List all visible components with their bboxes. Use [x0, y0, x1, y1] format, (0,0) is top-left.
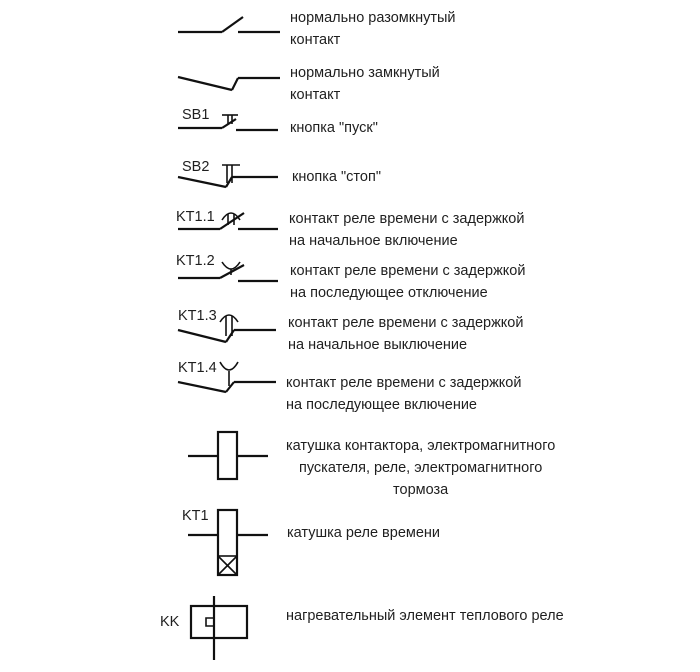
tag-kt1: KT1: [182, 508, 209, 524]
tag-kt1-4: KT1.4: [178, 360, 217, 376]
desc-line: кнопка "стоп": [292, 169, 381, 185]
desc-line: кнопка "пуск": [290, 120, 378, 136]
desc-no-contact: [290, 7, 456, 51]
tag-sb1: SB1: [182, 107, 210, 123]
desc-start-button: [290, 117, 378, 139]
tag-kk: KK: [160, 614, 180, 630]
desc-timer-coil: [287, 522, 440, 544]
desc-line: катушка контактора, электромагнитного: [286, 438, 556, 454]
desc-line: тормоза: [393, 482, 449, 498]
desc-line: контакт реле времени с задержкой: [286, 375, 522, 391]
desc-line: контакт реле времени с задержкой: [288, 315, 524, 331]
desc-stop-button: [292, 166, 381, 188]
desc-line: на последующее отключение: [290, 285, 488, 301]
desc-line: нормально замкнутый: [290, 65, 440, 81]
tag-kt1-3: KT1.3: [178, 308, 217, 324]
desc-contactor-coil: [286, 435, 555, 501]
desc-line: контакт реле времени с задержкой: [290, 263, 526, 279]
desc-line: нормально разомкнутый: [290, 10, 456, 26]
desc-timer-contact-3: [288, 312, 523, 356]
desc-thermal-element: [286, 605, 564, 627]
desc-timer-contact-2: [290, 260, 525, 304]
desc-line: нагревательный элемент теплового реле: [286, 608, 564, 624]
desc-line: на начальное включение: [289, 233, 458, 249]
tag-kt1-2: KT1.2: [176, 253, 215, 269]
contactor-coil-symbol: [188, 432, 268, 479]
desc-line: контакт: [290, 32, 341, 48]
desc-line: на последующее включение: [286, 397, 477, 413]
tag-kt1-1: KT1.1: [176, 209, 215, 225]
desc-line: катушка реле времени: [287, 525, 441, 541]
desc-line: контакт: [290, 87, 341, 103]
desc-nc-contact: [290, 62, 440, 106]
desc-timer-contact-1: [289, 208, 524, 252]
desc-line: пускателя, реле, электромагнитного: [298, 460, 543, 476]
normally-closed-contact-symbol: [178, 77, 280, 90]
desc-line: на начальное выключение: [288, 337, 468, 353]
thermal-element-symbol: [191, 596, 247, 660]
normally-open-contact-symbol: [178, 17, 280, 32]
tag-sb2: SB2: [182, 159, 210, 175]
desc-timer-contact-4: [286, 372, 521, 416]
desc-line: контакт реле времени с задержкой: [289, 211, 525, 227]
